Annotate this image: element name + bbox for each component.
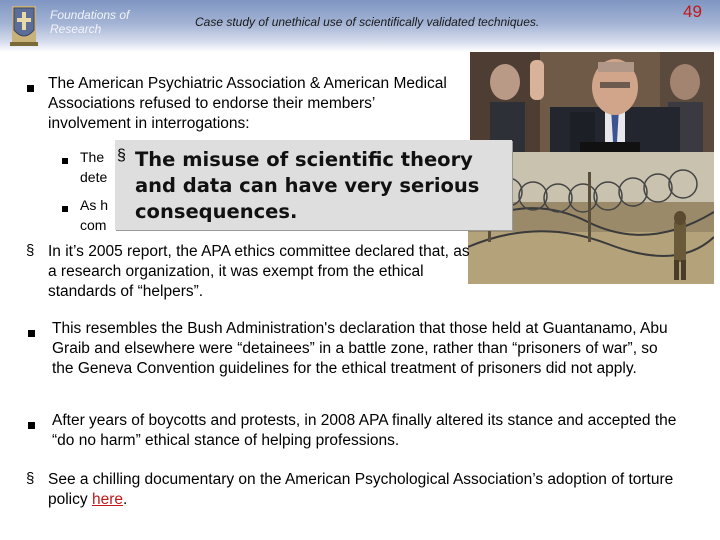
sub-bullet-1-text: The (80, 149, 105, 165)
bullet-marker: § (26, 242, 35, 259)
slide-title: Case study of unethical use of scientifically validated techniques. (195, 15, 540, 29)
bullet-marker (28, 325, 35, 345)
bullet-bush-administration (52, 319, 672, 379)
callout-bullet-marker: § (117, 147, 126, 164)
page-number: 49 (683, 2, 702, 21)
sub-bullet-2-text-line2: com (80, 217, 107, 233)
bullet-text: After years of boycotts and protests, in 2008 APA finally altered its stance and accepted the “do no harm” ethical stance of helping professions. (52, 412, 677, 449)
bullet-apa-2005-report (26, 242, 473, 302)
documentary-link[interactable]: here (91, 491, 123, 508)
sub-bullet-2-text: As h (80, 197, 109, 213)
course-name-line2: Research (50, 22, 102, 36)
bullet-2008-apa-stance (52, 411, 692, 451)
sub-bullet-marker (62, 152, 68, 172)
bullet-text: The American Psychiatric Association & American Medical Associations refused to endorse their members’ involvement in interrogations: (48, 75, 447, 132)
bullet-marker (28, 417, 35, 437)
bullet-apa-ama-refused (48, 74, 458, 134)
bullet-marker (27, 80, 34, 100)
bullet-text: See a chilling documentary on the American Psychological Association’s adoption of torture policy (48, 471, 674, 508)
sub-bullet-1-text-line2: dete (80, 169, 108, 185)
sub-bullet-marker (62, 200, 68, 220)
university-crest-logo (4, 4, 44, 48)
bullet-end-punctuation: . (122, 491, 128, 508)
course-name (50, 8, 129, 36)
bullet-text: In it’s 2005 report, the APA ethics committee declared that, as a research organization, it was exempt from the ethical standards of “helpers”. (48, 243, 470, 300)
course-name-line1: Foundations of (50, 8, 130, 22)
bullet-marker: § (26, 470, 35, 487)
bullet-documentary (26, 470, 708, 510)
bullet-text: This resembles the Bush Administration's declaration that those held at Guantanamo, Abu Graib and elsewhere were “detainees” in a battle zone, rather than “prisoners of war”, so the Geneva Convention guidelines for the ethical treatment of prisoners did not apply. (52, 320, 668, 377)
testimony-photo (470, 52, 714, 152)
callout-text: The misuse of scientific theory and data can have very serious consequences. (135, 148, 480, 223)
